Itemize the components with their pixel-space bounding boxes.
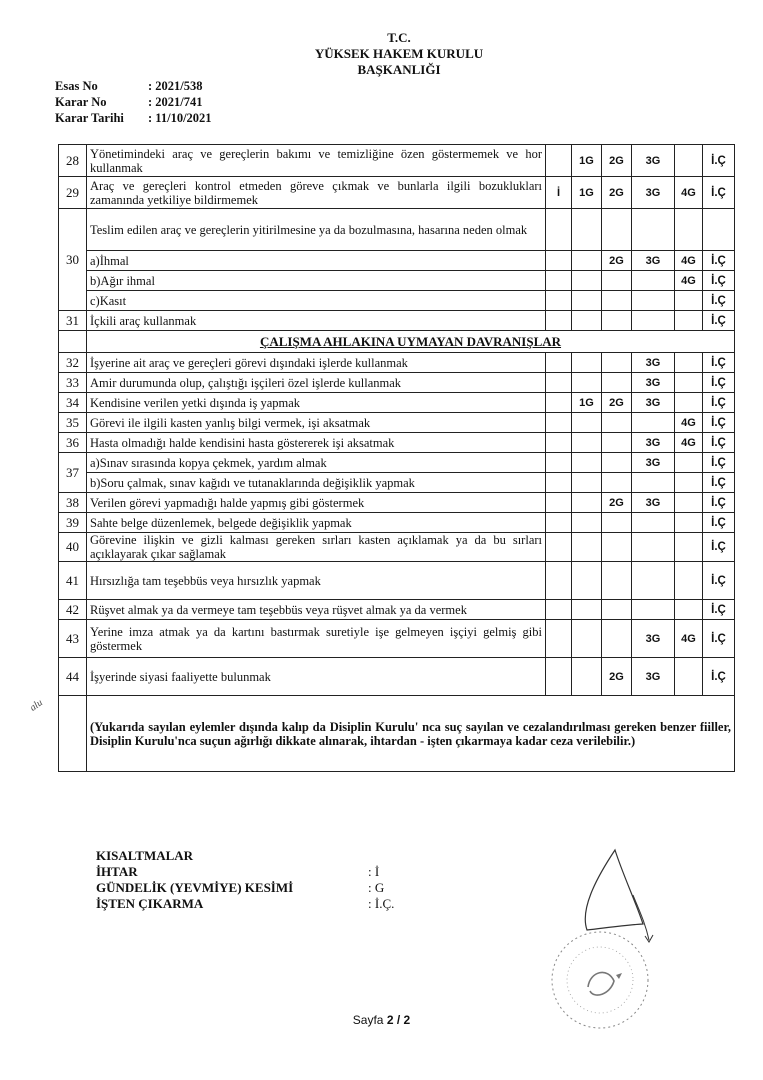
row-description: Rüşvet almak ya da vermeye tam teşebbüs veya rüşvet almak ya da vermek — [87, 600, 546, 620]
penalty-cell-isten-cikarma: İ.Ç — [703, 433, 735, 453]
header-line-1: T.C. — [387, 30, 411, 45]
case-meta — [55, 78, 212, 126]
table-row — [59, 562, 735, 600]
penalty-cell-isten-cikarma: İ.Ç — [703, 473, 735, 493]
penalty-cell-1g: 1G — [572, 145, 602, 177]
penalty-cell-isten-cikarma: İ.Ç — [703, 513, 735, 533]
note-spacer — [59, 696, 87, 772]
penalty-cell-2g — [602, 562, 632, 600]
penalty-cell-2g — [602, 209, 632, 251]
penalty-cell-4g — [675, 291, 703, 311]
abbreviations-title: KISALTMALAR — [96, 848, 194, 863]
penalty-cell-ihtar — [546, 145, 572, 177]
penalty-cell-4g: 4G — [675, 251, 703, 271]
penalty-cell-1g — [572, 291, 602, 311]
margin-handwritten-mark: alu — [28, 697, 45, 714]
penalty-cell-4g — [675, 311, 703, 331]
penalty-cell-1g — [572, 600, 602, 620]
penalty-cell-4g — [675, 453, 703, 473]
meta-value: : 2021/741 — [148, 95, 203, 109]
header-line-2: YÜKSEK HAKEM KURULU — [314, 46, 484, 61]
penalty-cell-ihtar — [546, 473, 572, 493]
penalty-cell-isten-cikarma: İ.Ç — [703, 353, 735, 373]
row-number: 43 — [59, 620, 87, 658]
row-number: 34 — [59, 393, 87, 413]
penalty-cell-1g — [572, 373, 602, 393]
meta-row-esas — [55, 78, 212, 94]
penalty-cell-isten-cikarma: İ.Ç — [703, 251, 735, 271]
abbr-value: : G — [368, 880, 385, 895]
penalty-cell-isten-cikarma: İ.Ç — [703, 620, 735, 658]
penalty-cell-1g — [572, 562, 602, 600]
penalty-cell-2g — [602, 600, 632, 620]
penalty-cell-ihtar — [546, 209, 572, 251]
abbr-label: İŞTEN ÇIKARMA — [96, 896, 204, 911]
penalty-cell-2g — [602, 413, 632, 433]
penalty-cell-isten-cikarma — [703, 209, 735, 251]
penalty-cell-ihtar — [546, 373, 572, 393]
penalty-cell-isten-cikarma: İ.Ç — [703, 600, 735, 620]
penalty-cell-isten-cikarma: İ.Ç — [703, 373, 735, 393]
penalty-cell-ihtar — [546, 271, 572, 291]
table-row — [59, 453, 735, 473]
penalty-cell-ihtar — [546, 393, 572, 413]
abbr-value: : İ — [368, 864, 380, 879]
row-description: c)Kasıt — [87, 291, 546, 311]
penalty-cell-ihtar — [546, 493, 572, 513]
row-number: 30 — [59, 209, 87, 311]
penalty-cell-2g: 2G — [602, 493, 632, 513]
penalty-cell-4g — [675, 513, 703, 533]
row-number: 36 — [59, 433, 87, 453]
penalty-cell-isten-cikarma: İ.Ç — [703, 145, 735, 177]
penalty-cell-4g: 4G — [675, 620, 703, 658]
penalty-cell-1g — [572, 311, 602, 331]
document-header — [0, 30, 763, 78]
penalty-cell-2g: 2G — [602, 177, 632, 209]
table-row — [59, 291, 735, 311]
row-number: 33 — [59, 373, 87, 393]
abbreviations — [96, 848, 394, 912]
penalty-cell-2g — [602, 433, 632, 453]
penalty-cell-ihtar — [546, 433, 572, 453]
row-description: Kendisine verilen yetki dışında iş yapmak — [87, 393, 546, 413]
penalty-cell-4g: 4G — [675, 433, 703, 453]
penalty-cell-2g — [602, 291, 632, 311]
penalty-cell-2g — [602, 513, 632, 533]
penalty-cell-2g: 2G — [602, 393, 632, 413]
penalty-cell-isten-cikarma: İ.Ç — [703, 311, 735, 331]
penalty-cell-2g — [602, 453, 632, 473]
footer-prefix: Sayfa — [352, 1013, 387, 1027]
penalty-cell-isten-cikarma: İ.Ç — [703, 562, 735, 600]
table-row — [59, 311, 735, 331]
penalty-cell-1g — [572, 658, 602, 696]
row-number: 29 — [59, 177, 87, 209]
penalty-cell-2g: 2G — [602, 145, 632, 177]
table-row — [59, 177, 735, 209]
meta-value: : 2021/538 — [148, 79, 203, 93]
page-footer — [0, 1013, 763, 1027]
row-number: 41 — [59, 562, 87, 600]
penalty-cell-3g — [632, 413, 675, 433]
penalty-cell-3g — [632, 473, 675, 493]
table-row — [59, 353, 735, 373]
row-description: Hırsızlığa tam teşebbüs veya hırsızlık yapmak — [87, 562, 546, 600]
table-row — [59, 493, 735, 513]
penalty-cell-3g: 3G — [632, 658, 675, 696]
penalty-cell-1g — [572, 533, 602, 562]
penalty-cell-4g — [675, 600, 703, 620]
penalty-cell-3g — [632, 311, 675, 331]
row-description: Yerine imza atmak ya da kartını bastırmak suretiyle işe gelmeyen işçiyi gelmiş gibi göstermek — [87, 620, 546, 658]
penalty-cell-isten-cikarma: İ.Ç — [703, 493, 735, 513]
row-number: 38 — [59, 493, 87, 513]
penalty-cell-1g — [572, 271, 602, 291]
row-description: Teslim edilen araç ve gereçlerin yitirilmesine ya da bozulmasına, hasarına neden olmak — [87, 209, 546, 251]
section-title: ÇALIŞMA AHLAKINA UYMAYAN DAVRANIŞLAR — [87, 331, 735, 353]
penalty-cell-3g: 3G — [632, 453, 675, 473]
penalty-cell-1g: 1G — [572, 177, 602, 209]
penalty-cell-2g — [602, 311, 632, 331]
penalty-cell-4g — [675, 353, 703, 373]
row-description: Verilen görevi yapmadığı halde yapmış gibi göstermek — [87, 493, 546, 513]
penalty-cell-3g — [632, 291, 675, 311]
penalty-cell-3g: 3G — [632, 177, 675, 209]
row-description: Araç ve gereçleri kontrol etmeden göreve çıkmak ve bunlarla ilgili bozuklukları zamanında yetkiliye bildirmemek — [87, 177, 546, 209]
penalty-cell-1g — [572, 453, 602, 473]
row-description: Hasta olmadığı halde kendisini hasta göstererek işi aksatmak — [87, 433, 546, 453]
table-row — [59, 209, 735, 251]
closing-note: (Yukarıda sayılan eylemler dışında kalıp da Disiplin Kurulu' nca suç sayılan ve cezalandırılması gereken benzer fiiller, Disiplin Kurulu'nca suçun ağırlığı dikkate alınarak, ihtardan - işten çıkarmaya kadar ceza verilebilir.) — [87, 696, 735, 772]
penalty-cell-3g — [632, 209, 675, 251]
row-number: 35 — [59, 413, 87, 433]
row-description: İçkili araç kullanmak — [87, 311, 546, 331]
abbr-row — [96, 880, 394, 896]
row-description: Amir durumunda olup, çalıştığı işçileri özel işlerde kullanmak — [87, 373, 546, 393]
abbr-value: : İ.Ç. — [368, 896, 395, 911]
meta-value: : 11/10/2021 — [148, 111, 212, 125]
page-number: 2 / 2 — [386, 1013, 411, 1027]
penalty-cell-4g — [675, 493, 703, 513]
penalty-cell-ihtar — [546, 658, 572, 696]
table-row — [59, 513, 735, 533]
penalty-cell-1g — [572, 353, 602, 373]
penalty-cell-2g — [602, 271, 632, 291]
penalty-cell-isten-cikarma: İ.Ç — [703, 291, 735, 311]
penalty-cell-3g: 3G — [632, 493, 675, 513]
penalty-cell-1g — [572, 251, 602, 271]
table-row — [59, 533, 735, 562]
row-description: Yönetimindeki araç ve gereçlerin bakımı ve temizliğine özen göstermemek ve hor kullanmak — [87, 145, 546, 177]
abbr-row — [96, 864, 394, 880]
table-row — [59, 473, 735, 493]
penalty-cell-ihtar — [546, 562, 572, 600]
penalty-cell-1g — [572, 413, 602, 433]
meta-label: Karar No — [55, 95, 107, 109]
note-row — [59, 696, 735, 772]
penalty-cell-3g — [632, 562, 675, 600]
penalty-cell-3g — [632, 600, 675, 620]
row-description: a)İhmal — [87, 251, 546, 271]
abbr-label: GÜNDELİK (YEVMİYE) KESİMİ — [96, 880, 294, 895]
penalty-cell-3g: 3G — [632, 373, 675, 393]
row-description: Sahte belge düzenlemek, belgede değişiklik yapmak — [87, 513, 546, 533]
penalty-cell-4g — [675, 373, 703, 393]
header-line-3: BAŞKANLIĞI — [357, 62, 441, 77]
penalty-cell-3g — [632, 513, 675, 533]
penalty-cell-3g: 3G — [632, 353, 675, 373]
row-number: 44 — [59, 658, 87, 696]
row-number: 40 — [59, 533, 87, 562]
row-description: b)Ağır ihmal — [87, 271, 546, 291]
penalty-cell-4g — [675, 562, 703, 600]
disciplinary-table — [58, 144, 735, 772]
meta-label: Esas No — [55, 79, 98, 93]
section-spacer — [59, 331, 87, 353]
row-description: İşyerine ait araç ve gereçleri görevi dışındaki işlerde kullanmak — [87, 353, 546, 373]
penalty-cell-2g — [602, 373, 632, 393]
meta-row-karar — [55, 94, 212, 110]
meta-label: Karar Tarihi — [55, 111, 124, 125]
penalty-cell-ihtar — [546, 413, 572, 433]
row-number: 39 — [59, 513, 87, 533]
penalty-cell-1g — [572, 209, 602, 251]
table-row — [59, 658, 735, 696]
penalty-cell-3g: 3G — [632, 251, 675, 271]
penalty-cell-2g: 2G — [602, 658, 632, 696]
penalty-cell-2g — [602, 353, 632, 373]
penalty-cell-4g — [675, 209, 703, 251]
row-number: 31 — [59, 311, 87, 331]
penalty-cell-ihtar — [546, 353, 572, 373]
penalty-cell-3g: 3G — [632, 620, 675, 658]
table-row — [59, 373, 735, 393]
penalty-cell-3g: 3G — [632, 145, 675, 177]
penalty-cell-isten-cikarma: İ.Ç — [703, 177, 735, 209]
penalty-cell-2g — [602, 473, 632, 493]
penalty-cell-2g — [602, 533, 632, 562]
penalty-cell-isten-cikarma: İ.Ç — [703, 658, 735, 696]
table-row — [59, 600, 735, 620]
meta-row-tarih — [55, 110, 212, 126]
penalty-cell-3g: 3G — [632, 433, 675, 453]
table-row — [59, 620, 735, 658]
abbr-label: İHTAR — [96, 864, 138, 879]
penalty-cell-ihtar — [546, 600, 572, 620]
penalty-cell-ihtar — [546, 513, 572, 533]
table-row — [59, 145, 735, 177]
penalty-cell-1g: 1G — [572, 393, 602, 413]
penalty-cell-4g — [675, 473, 703, 493]
penalty-cell-3g — [632, 533, 675, 562]
penalty-cell-4g — [675, 393, 703, 413]
penalty-cell-ihtar — [546, 453, 572, 473]
penalty-cell-isten-cikarma: İ.Ç — [703, 413, 735, 433]
penalty-cell-4g: 4G — [675, 271, 703, 291]
penalty-cell-3g: 3G — [632, 393, 675, 413]
penalty-cell-ihtar: İ — [546, 177, 572, 209]
penalty-cell-4g: 4G — [675, 177, 703, 209]
penalty-cell-ihtar — [546, 291, 572, 311]
row-description: Görevine ilişkin ve gizli kalması gereken sırları kasten açıklamak ya da bu sırları açıklayarak çıkar sağlamak — [87, 533, 546, 562]
penalty-cell-ihtar — [546, 533, 572, 562]
penalty-cell-3g — [632, 271, 675, 291]
penalty-cell-4g — [675, 145, 703, 177]
row-description: İşyerinde siyasi faaliyette bulunmak — [87, 658, 546, 696]
row-description: Görevi ile ilgili kasten yanlış bilgi vermek, işi aksatmak — [87, 413, 546, 433]
penalty-cell-ihtar — [546, 311, 572, 331]
penalty-cell-2g — [602, 620, 632, 658]
penalty-cell-isten-cikarma: İ.Ç — [703, 453, 735, 473]
penalty-cell-1g — [572, 493, 602, 513]
penalty-cell-4g: 4G — [675, 413, 703, 433]
penalty-cell-2g: 2G — [602, 251, 632, 271]
row-number: 28 — [59, 145, 87, 177]
row-number: 32 — [59, 353, 87, 373]
section-row — [59, 331, 735, 353]
abbr-row — [96, 896, 394, 912]
penalty-cell-4g — [675, 533, 703, 562]
penalty-cell-isten-cikarma: İ.Ç — [703, 393, 735, 413]
row-description: a)Sınav sırasında kopya çekmek, yardım almak — [87, 453, 546, 473]
penalty-cell-isten-cikarma: İ.Ç — [703, 271, 735, 291]
penalty-cell-ihtar — [546, 251, 572, 271]
row-number: 37 — [59, 453, 87, 493]
penalty-cell-1g — [572, 433, 602, 453]
row-description: b)Soru çalmak, sınav kağıdı ve tutanaklarında değişiklik yapmak — [87, 473, 546, 493]
penalty-cell-1g — [572, 473, 602, 493]
table-row — [59, 413, 735, 433]
penalty-cell-1g — [572, 513, 602, 533]
row-number: 42 — [59, 600, 87, 620]
table-row — [59, 393, 735, 413]
penalty-cell-ihtar — [546, 620, 572, 658]
penalty-cell-4g — [675, 658, 703, 696]
penalty-cell-isten-cikarma: İ.Ç — [703, 533, 735, 562]
table-row — [59, 433, 735, 453]
table-row — [59, 251, 735, 271]
table-row — [59, 271, 735, 291]
penalty-cell-1g — [572, 620, 602, 658]
